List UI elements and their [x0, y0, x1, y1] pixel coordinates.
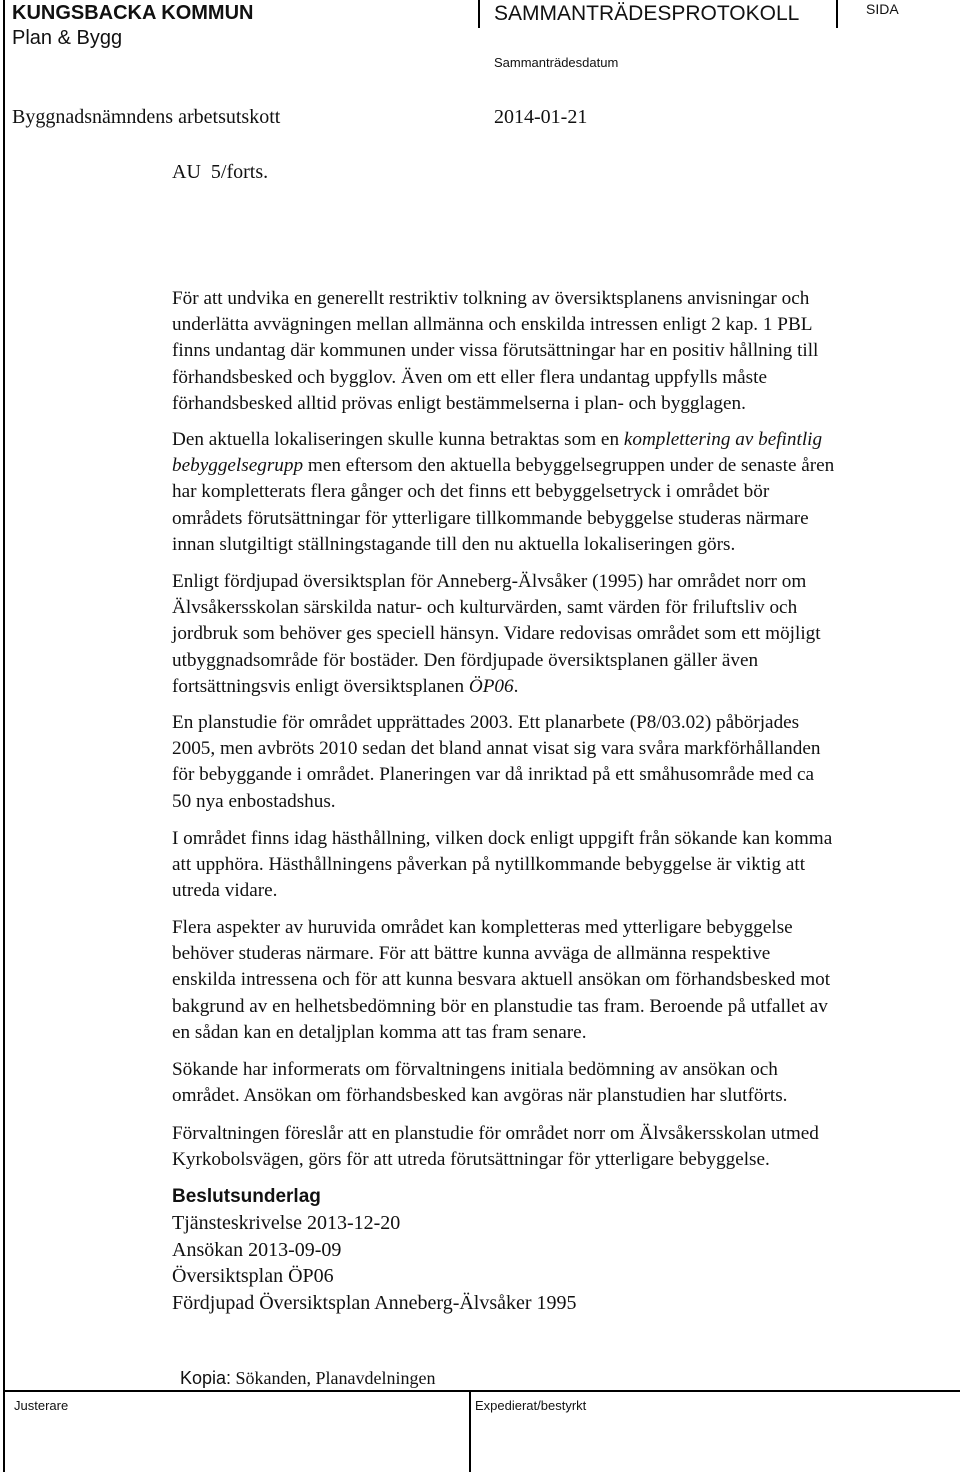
- department-name: Plan & Bygg: [12, 27, 123, 49]
- kopia-label: Kopia:: [180, 1368, 232, 1388]
- text-line: områdets förutsättningar för ytterligare tillkommande bebyggelse studeras närmare: [172, 507, 809, 529]
- text-line: Kyrkobolsvägen, görs för att utreda förutsättningar för ytterligare bebyggelse.: [172, 1149, 770, 1171]
- text-line: underlätta avvägningen mellan allmänna och enskilda intressen enligt 2 kap. 1 PBL: [172, 314, 813, 336]
- text-line: enskilda intressena och för att kunna besvara aktuell ansökan om förhandsbesked mot: [172, 969, 831, 991]
- text-line: finns undantag där kommunen under vissa förutsättningar har en positiv hållning till: [172, 340, 819, 362]
- text-segment: fortsättningsvis enligt översiktsplanen: [172, 675, 469, 697]
- italic-term: bebyggelsegrupp: [172, 455, 304, 477]
- beslutsunderlag-list: [172, 1210, 947, 1316]
- paragraph-7: [172, 1057, 947, 1109]
- paragraph-6: [172, 915, 947, 1046]
- text-line: för bebyggande i området. Planeringen var då inriktad på ett småhusområde med ca: [172, 764, 815, 786]
- text-line: utreda vidare.: [172, 880, 278, 902]
- text-line: att upphöra. Hästhållningens påverkan på nytillkommande bebyggelse är viktig att: [172, 854, 806, 876]
- expedierat-label: Expedierat/bestyrkt: [475, 1398, 587, 1413]
- text-line: Flera aspekter av huruvida området kan kompletteras med ytterligare bebyggelse: [172, 917, 793, 938]
- meeting-date: 2014-01-21: [494, 106, 588, 128]
- text-line: Älvsåkersskolan särskilda natur- och kulturvärden, samt värden för friluftsliv och: [172, 597, 798, 619]
- list-item: Tjänsteskrivelse 2013-12-20: [172, 1212, 401, 1234]
- text-line: förhandsbesked alltid prövas enligt bestämmelserna i plan- och bygglagen.: [172, 392, 746, 414]
- page-label: SIDA: [866, 1, 899, 17]
- org-name: KUNGSBACKA KOMMUN: [12, 2, 254, 24]
- text-line: En planstudie för området upprättades 2003. Ett planarbete (P8/03.02) påbörjades: [172, 712, 800, 733]
- committee-name: Byggnadsnämndens arbetsutskott: [12, 106, 281, 128]
- text-line: Enligt fördjupad översiktsplan för Anneberg-Älvsåker (1995) har området norr om: [172, 571, 807, 592]
- protocol-title: SAMMANTRÄDESPROTOKOLL: [494, 2, 800, 25]
- text-line: har kompletterats flera gånger och det finns ett bebyggelsetryck i området bör: [172, 481, 770, 503]
- text-line: För att undvika en generellt restriktiv tolkning av översiktsplanens anvisningar och: [172, 288, 810, 309]
- kopia-line: [172, 1350, 436, 1389]
- kopia-recipients: Sökanden, Planavdelningen: [231, 1368, 436, 1388]
- text-line: Sökande har informerats om förvaltningens initiala bedömning av ansökan och: [172, 1059, 778, 1080]
- italic-term: komplettering av befintlig: [623, 429, 823, 450]
- date-label: Sammanträdesdatum: [494, 55, 619, 70]
- footer-divider: [469, 1390, 471, 1472]
- text-line: I området finns idag hästhållning, vilken dock enligt uppgift från sökande kan komma: [172, 828, 833, 849]
- text-line: en sådan kan en detaljplan komma att tas fram senare.: [172, 1021, 587, 1043]
- paragraph-3: [172, 569, 947, 700]
- justerare-label: Justerare: [14, 1398, 69, 1413]
- text-line: området. Ansökan om förhandsbesked kan avgöras när planstudien har slutförts.: [172, 1085, 788, 1107]
- text-segment: Den aktuella lokaliseringen skulle kunna betraktas som en: [172, 429, 624, 450]
- text-line: 50 nya enbostadshus.: [172, 790, 336, 812]
- beslutsunderlag-heading: Beslutsunderlag: [172, 1186, 321, 1207]
- list-item: Fördjupad Översiktsplan Anneberg-Älvsåker 1995: [172, 1291, 577, 1314]
- text-line: [172, 427, 947, 453]
- header-divider-right: [836, 0, 838, 28]
- text-line: bakgrund av en helhetsbedömning bör en planstudie tas fram. Beroende på utfallet av: [172, 995, 828, 1017]
- text-line: behöver studeras närmare. För att bättre kunna avväga de allmänna respektive: [172, 943, 771, 965]
- text-line: utbyggnadsområde för bostäder. Den fördjupade översiktsplanen gäller även: [172, 649, 759, 671]
- paragraph-8: [172, 1121, 947, 1173]
- paragraph-5: [172, 826, 947, 905]
- text-line: förhandsbesked och bygglov. Även om ett eller flera undantag uppfylls måste: [172, 366, 767, 388]
- text-line: jordbruk som behöver ges speciell hänsyn. Vidare redovisas området som ett möjligt: [172, 623, 821, 645]
- italic-term: ÖP06: [468, 675, 514, 697]
- list-item: Ansökan 2013-09-09: [172, 1238, 342, 1261]
- text-segment: men eftersom den aktuella bebyggelsegruppen under de senaste åren: [303, 455, 835, 477]
- paragraph-2: [172, 427, 947, 558]
- text-segment: .: [513, 675, 519, 697]
- section-reference: AU 5/forts.: [172, 161, 269, 183]
- paragraph-1: [172, 286, 947, 417]
- footer-rule: [3, 1390, 960, 1392]
- text-line: 2005, men avbröts 2010 sedan det bland annat visat sig vara svåra markförhållanden: [172, 738, 821, 760]
- text-line: innan slutgiltigt ställningstagande till den nu aktuella lokaliseringen görs.: [172, 533, 736, 555]
- paragraph-4: [172, 710, 947, 815]
- text-line: [172, 674, 947, 700]
- text-line: [172, 453, 947, 479]
- header-divider: [478, 0, 480, 28]
- list-item: Översiktsplan ÖP06: [172, 1265, 334, 1287]
- text-line: Förvaltningen föreslår att en planstudie för området norr om Älvsåkersskolan utmed: [172, 1123, 819, 1144]
- left-margin-rule: [3, 0, 5, 1472]
